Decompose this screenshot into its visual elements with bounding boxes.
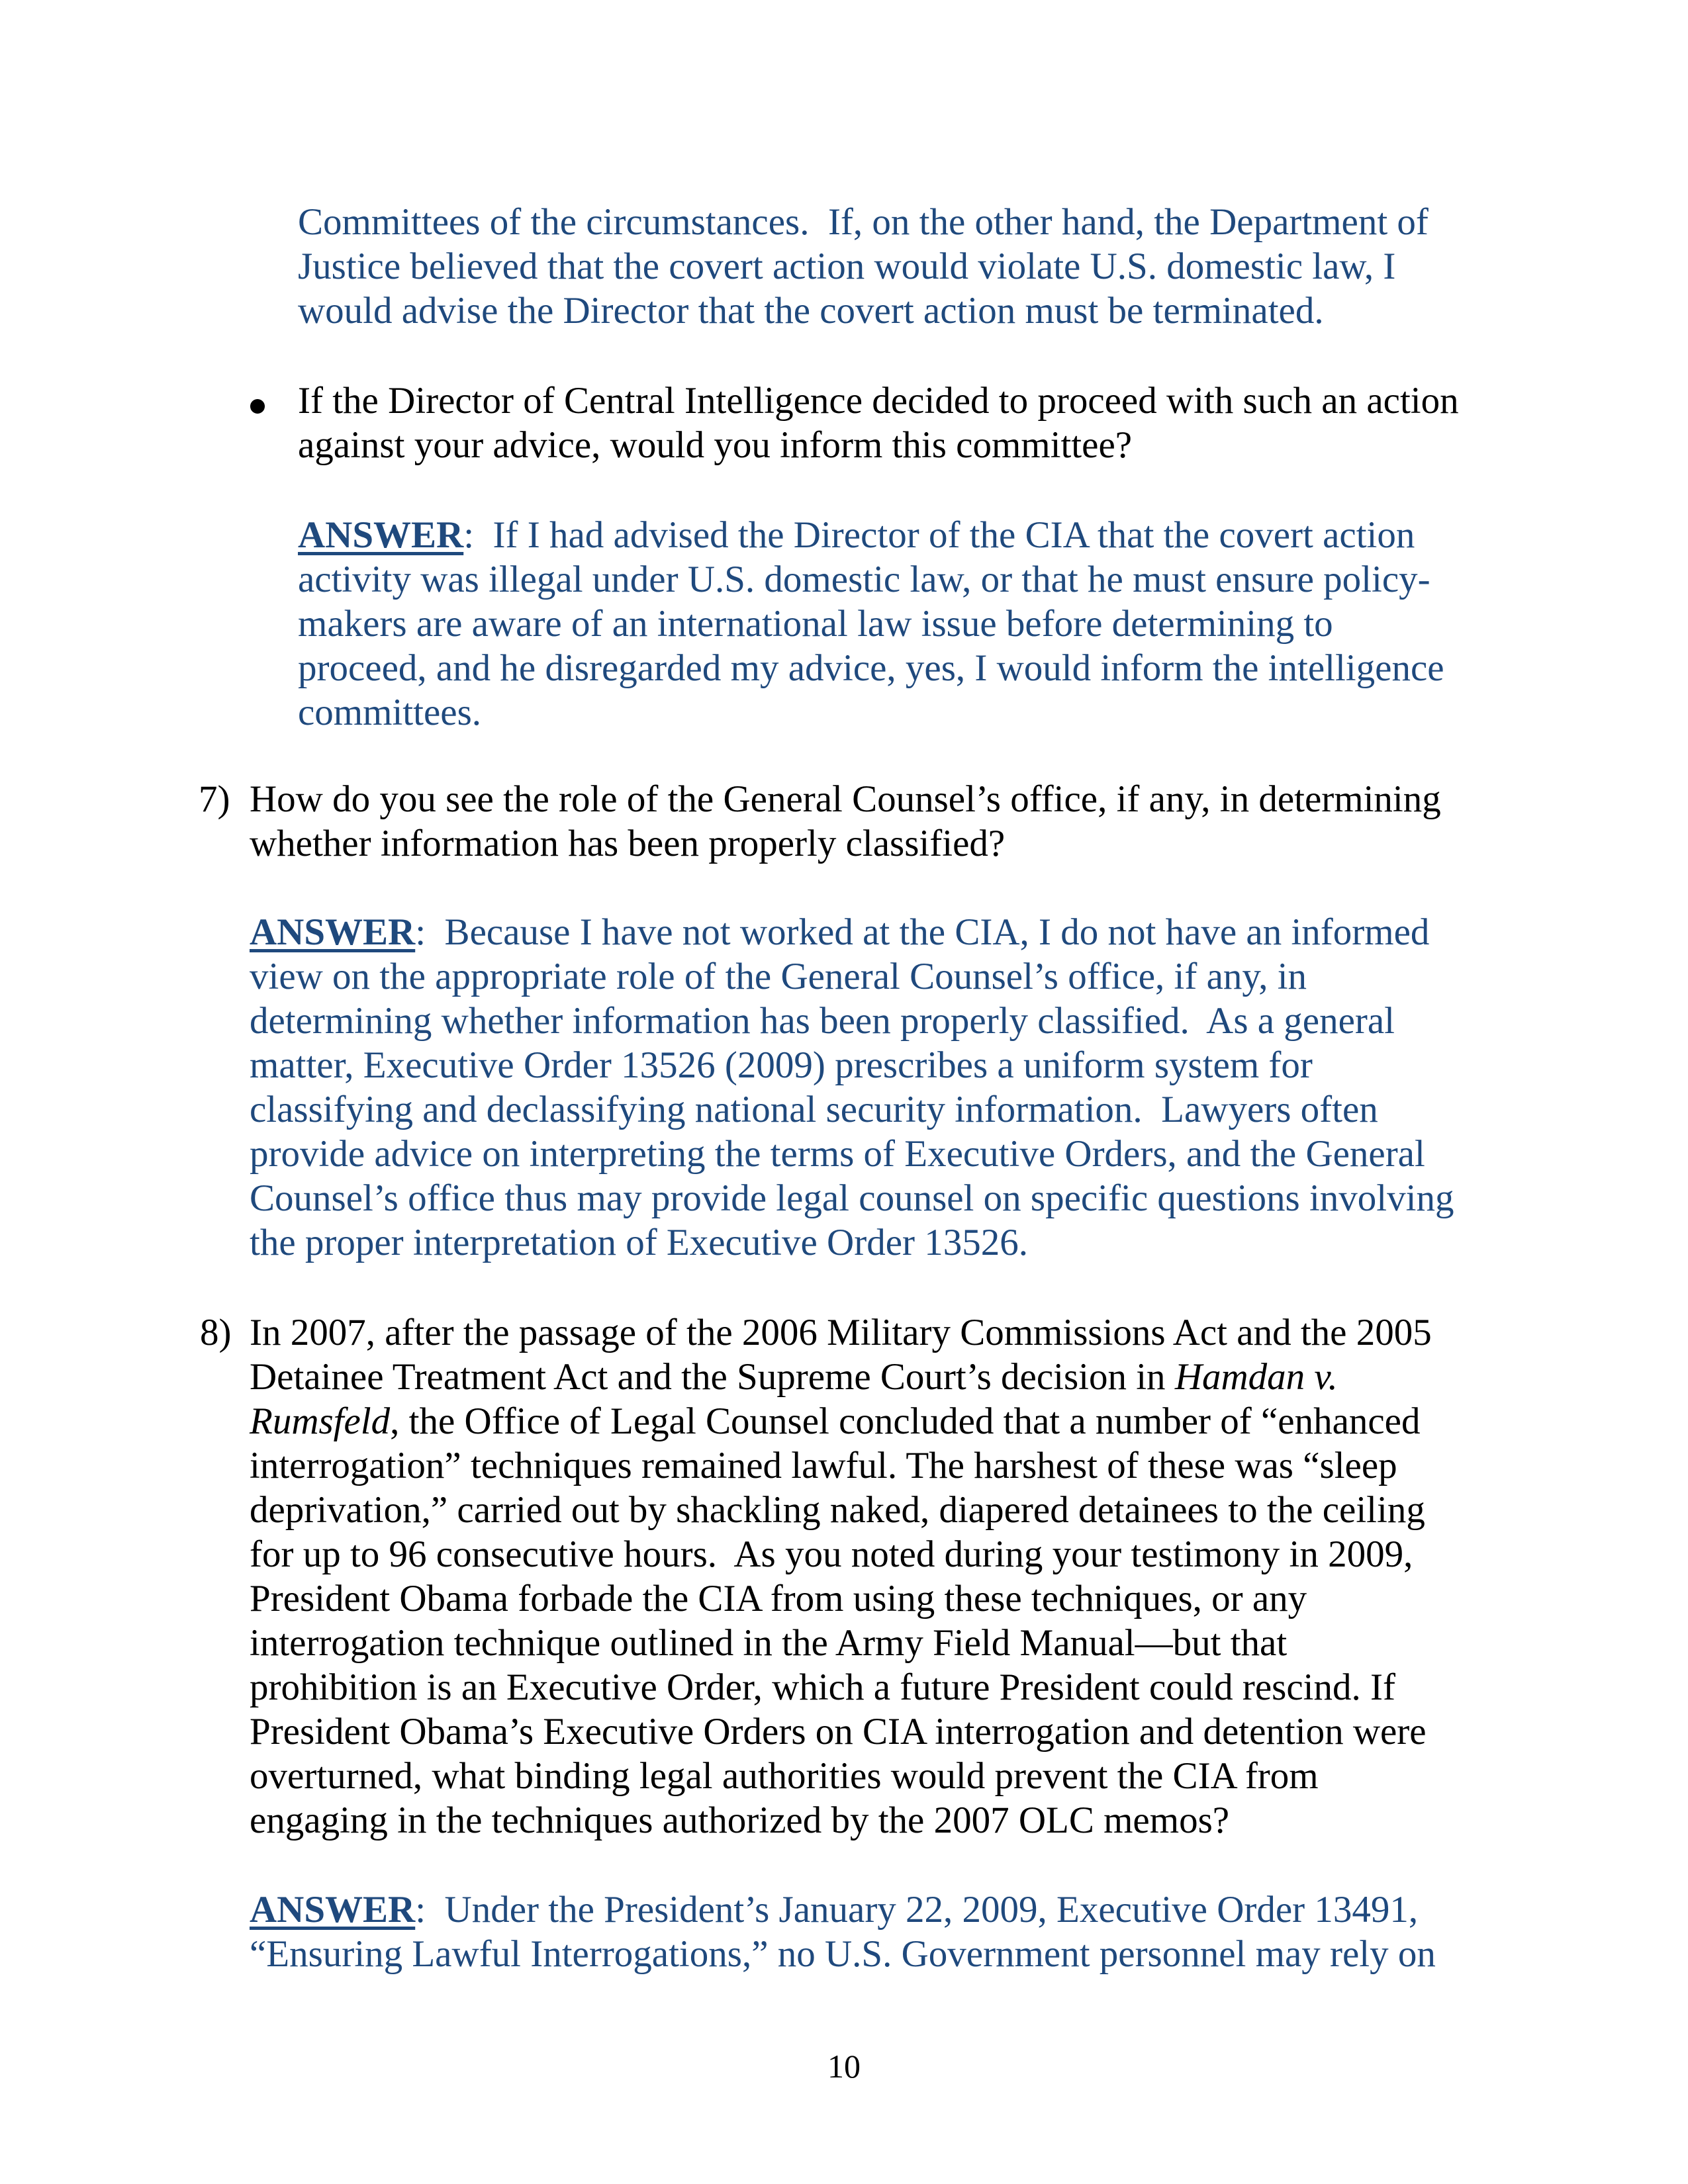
answer-label: ANSWER [250, 1889, 416, 1931]
answer-line: activity was illegal under U.S. domestic law, or that he must ensure policy- [298, 559, 1430, 600]
case-name: Rumsfeld [250, 1400, 391, 1442]
question-line: for up to 96 consecutive hours. As you noted during your testimony in 2009, [250, 1533, 1413, 1575]
answer-first-line [250, 1888, 1436, 1932]
answer-line: the proper interpretation of Executive Order 13526. [250, 1222, 1028, 1263]
answer-line: view on the appropriate role of the General Counsel’s office, if any, in [250, 956, 1307, 997]
question-line: In 2007, after the passage of the 2006 Military Commissions Act and the 2005 [250, 1312, 1432, 1353]
question-line: against your advice, would you inform this committee? [298, 424, 1133, 466]
answer-line: classifying and declassifying national security information. Lawyers often [250, 1089, 1378, 1130]
answer-line: “Ensuring Lawful Interrogations,” no U.S. Government personnel may rely on [250, 1933, 1436, 1975]
question-line [250, 1355, 1432, 1399]
answer-text: : Because I have not worked at the CIA, I do not have an informed [415, 911, 1430, 953]
answer-line: proceed, and he disregarded my advice, yes, I would inform the intelligence [298, 647, 1444, 689]
answer-line: makers are aware of an international law issue before determining to [298, 603, 1333, 645]
case-name: Hamdan v. [1174, 1356, 1338, 1398]
answer-first-line [250, 910, 1454, 954]
continued-answer [298, 200, 1429, 333]
question-line [250, 1399, 1432, 1443]
question-number: 8) [200, 1312, 232, 1353]
question-line: If the Director of Central Intelligence decided to proceed with such an action [298, 380, 1459, 422]
answer-8 [250, 1888, 1436, 1976]
question-number: 7) [199, 778, 230, 820]
question-line: deprivation,” carried out by shackling naked, diapered detainees to the ceiling [250, 1489, 1425, 1531]
bullet-question [298, 379, 1459, 467]
question-line: prohibition is an Executive Order, which a future President could rescind. If [250, 1666, 1395, 1708]
answer-text: : Under the President’s January 22, 2009, Executive Order 13491, [415, 1889, 1419, 1931]
question-line: overturned, what binding legal authorities would prevent the CIA from [250, 1755, 1319, 1797]
answer-label: ANSWER [250, 911, 416, 953]
bullet-answer [298, 513, 1444, 735]
answer-line: matter, Executive Order 13526 (2009) prescribes a uniform system for [250, 1044, 1313, 1086]
answer-7 [250, 910, 1454, 1265]
question-text: Detainee Treatment Act and the Supreme Court’s decision in [250, 1356, 1175, 1398]
answer-label: ANSWER [298, 514, 464, 556]
page-number: 10 [827, 2048, 861, 2085]
question-8 [250, 1310, 1432, 1843]
answer-text: : If I had advised the Director of the CIA that the covert action [463, 514, 1415, 556]
question-line: President Obama’s Executive Orders on CIA interrogation and detention were [250, 1711, 1427, 1752]
answer-first-line [298, 513, 1444, 557]
question-7 [250, 777, 1441, 866]
answer-line: Justice believed that the covert action would violate U.S. domestic law, I [298, 246, 1396, 287]
question-line: engaging in the techniques authorized by the 2007 OLC memos? [250, 1799, 1230, 1841]
bullet-icon [250, 399, 265, 414]
answer-line: committees. [298, 692, 482, 733]
question-line: interrogation technique outlined in the Army Field Manual—but that [250, 1622, 1288, 1664]
answer-line: provide advice on interpreting the terms of Executive Orders, and the General [250, 1133, 1425, 1175]
answer-line: Counsel’s office thus may provide legal counsel on specific questions involving [250, 1177, 1454, 1219]
question-line: interrogation” techniques remained lawful. The harshest of these was “sleep [250, 1445, 1397, 1486]
question-line: How do you see the role of the General Counsel’s office, if any, in determining [250, 778, 1441, 820]
answer-line: would advise the Director that the covert action must be terminated. [298, 290, 1324, 332]
answer-line: determining whether information has been properly classified. As a general [250, 1000, 1395, 1042]
question-text: , the Office of Legal Counsel concluded that a number of “enhanced [390, 1400, 1421, 1442]
answer-line: Committees of the circumstances. If, on the other hand, the Department of [298, 201, 1429, 243]
question-line: whether information has been properly classified? [250, 823, 1006, 864]
question-line: President Obama forbade the CIA from using these techniques, or any [250, 1578, 1307, 1619]
